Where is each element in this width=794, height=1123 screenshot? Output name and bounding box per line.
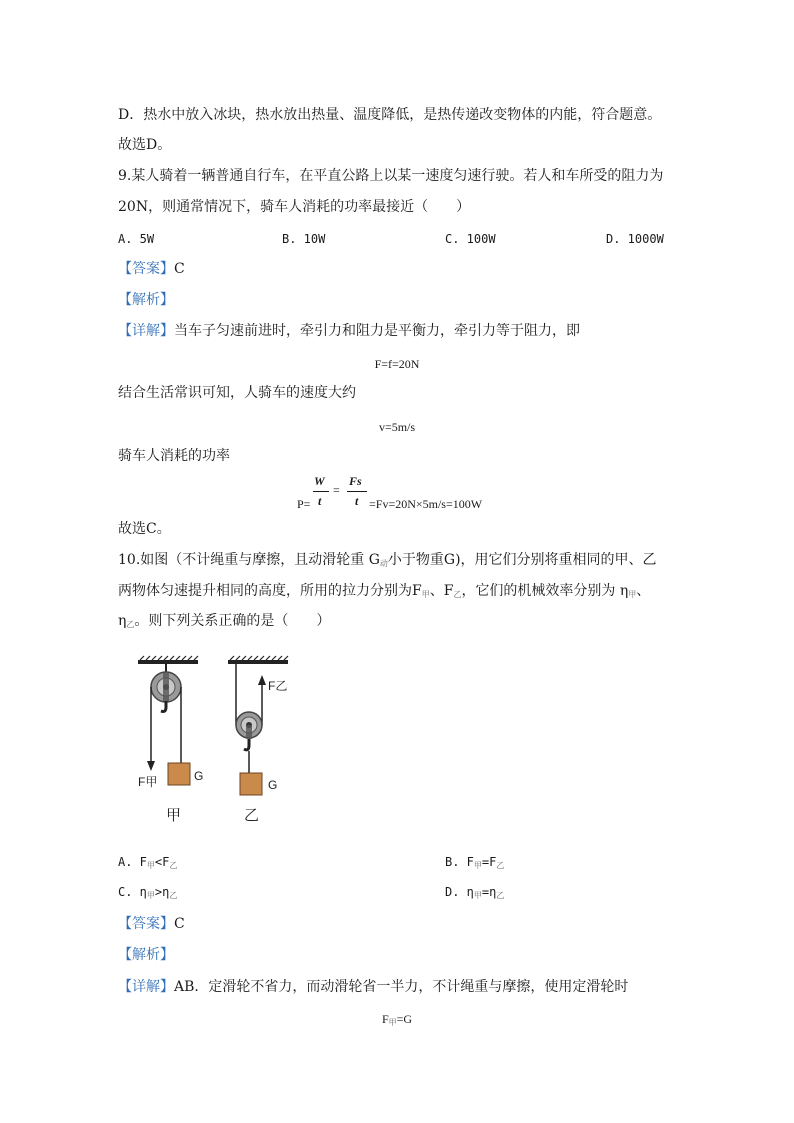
q10-option-c: C. $\eta_甲>\eta_乙$	[118, 885, 178, 900]
label-f-jia: F甲	[138, 775, 158, 789]
formula-den-t1: t	[318, 494, 322, 508]
q10-stem-line1	[118, 550, 657, 574]
q9-stem-line2: 20N，则通常情况下，骑车人消耗的功率最接近（ ）	[118, 199, 471, 215]
formula-equals: =	[333, 483, 340, 497]
q9-analysis-line	[118, 290, 174, 310]
block-g-yi	[240, 773, 262, 795]
q9-detail-text: 当车子匀速前进时，牵引力和阻力是平衡力，牵引力等于阻力，即	[174, 323, 580, 339]
q9-option-d: D. 1000W	[606, 232, 664, 246]
fixed-pulley-icon	[151, 672, 181, 712]
ceiling-left	[138, 656, 198, 673]
q10-l2-b: 、F	[429, 583, 454, 599]
q10-option-d: D. $\eta_甲=\eta_乙$	[445, 885, 505, 900]
detail-tag: 【详解】	[118, 323, 174, 339]
q9-power-line: 骑车人消耗的功率	[118, 448, 230, 464]
q10-l1-a: 10.如图（不计绳重与摩擦，且动滑轮重 G	[118, 552, 380, 568]
q10-answer-line	[118, 914, 185, 934]
answer-tag: 【答案】	[118, 916, 174, 932]
q9-stem-line1: 9.某人骑着一辆普通自行车，在平直公路上以某一速度匀速行驶。若人和车所受的阻力为	[118, 168, 664, 184]
q10-l3-a: η	[118, 613, 127, 629]
q9-answer: C	[174, 261, 185, 277]
q10-l2-s2: 乙	[453, 590, 462, 599]
q9-answer-line	[118, 259, 185, 279]
q10-l3-b: 。则下列关系正确的是（ ）	[134, 613, 331, 629]
q9-option-c: C. 100W	[445, 232, 496, 246]
q10-detail-line	[118, 977, 628, 997]
label-jia: 甲	[166, 806, 182, 824]
answer-tag: 【答案】	[118, 261, 174, 277]
label-g-jia: G	[194, 769, 204, 783]
q9-equation-force: F=f=20N	[374, 357, 420, 371]
pulley-figure	[130, 655, 300, 830]
q10-l1-sub: 动	[379, 559, 388, 568]
block-g-jia	[168, 763, 190, 785]
q10-detail-text: AB．定滑轮不省力，而动滑轮省一半力，不计绳重与摩擦，使用定滑轮时	[174, 979, 629, 995]
q9-option-a: A. 5W	[118, 232, 155, 246]
detail-tag: 【详解】	[118, 979, 174, 995]
q10-equation-force: $F_甲=G$	[381, 1012, 413, 1027]
arrow-f-yi-icon	[258, 675, 266, 685]
pick-d-line: 故选D。	[118, 137, 172, 153]
arrow-f-jia-icon	[147, 761, 155, 771]
q10-l2-c: ，它们的机械效率分别为 η	[461, 583, 629, 599]
q9-common-sense-line: 结合生活常识可知，人骑车的速度大约	[118, 385, 356, 401]
analysis-tag: 【解析】	[118, 292, 174, 308]
movable-pulley-icon	[236, 712, 262, 750]
q10-answer: C	[174, 916, 185, 932]
formula-num-fs: Fs	[349, 474, 362, 488]
label-g-yi: G	[268, 778, 278, 792]
label-yi: 乙	[244, 806, 260, 824]
q9-option-b: B. 10W	[282, 232, 326, 246]
formula-num-w: W	[314, 474, 325, 488]
ceiling-right	[228, 656, 288, 664]
q10-l1-b: 小于物重G)，用它们分别将重相同的甲、乙	[387, 552, 657, 568]
fraction-bar-2	[347, 491, 367, 492]
formula-rest: =Fv=20N×5m/s=100W	[369, 497, 483, 511]
q10-l2-s3: 甲	[628, 590, 637, 599]
q10-option-a: A. $F_甲<F_乙$	[118, 855, 178, 870]
q9-equation-speed: v=5m/s	[378, 420, 416, 434]
label-f-yi: F乙	[268, 679, 288, 693]
q10-l3-s: 乙	[126, 620, 135, 629]
q10-stem-line3	[118, 611, 330, 635]
q10-l2-a: 两物体匀速提升相同的高度，所用的拉力分别为F	[118, 583, 422, 599]
q10-stem-line2	[118, 581, 650, 605]
q10-analysis-line	[118, 945, 174, 965]
fraction-bar-1	[313, 491, 329, 492]
q10-option-b: B. $F_甲=F_乙$	[445, 855, 505, 870]
formula-den-t2: t	[355, 494, 359, 508]
analysis-tag: 【解析】	[118, 947, 174, 963]
q10-l2-d: 、	[636, 583, 651, 599]
q9-pick-line: 故选C。	[118, 521, 171, 537]
d-analysis-line: D．热水中放入冰块，热水放出热量、温度降低，是热传递改变物体的内能，符合题意。	[118, 107, 662, 123]
q9-detail-line	[118, 321, 580, 341]
formula-prefix: P=	[297, 497, 311, 511]
q10-l2-s1: 甲	[421, 590, 430, 599]
